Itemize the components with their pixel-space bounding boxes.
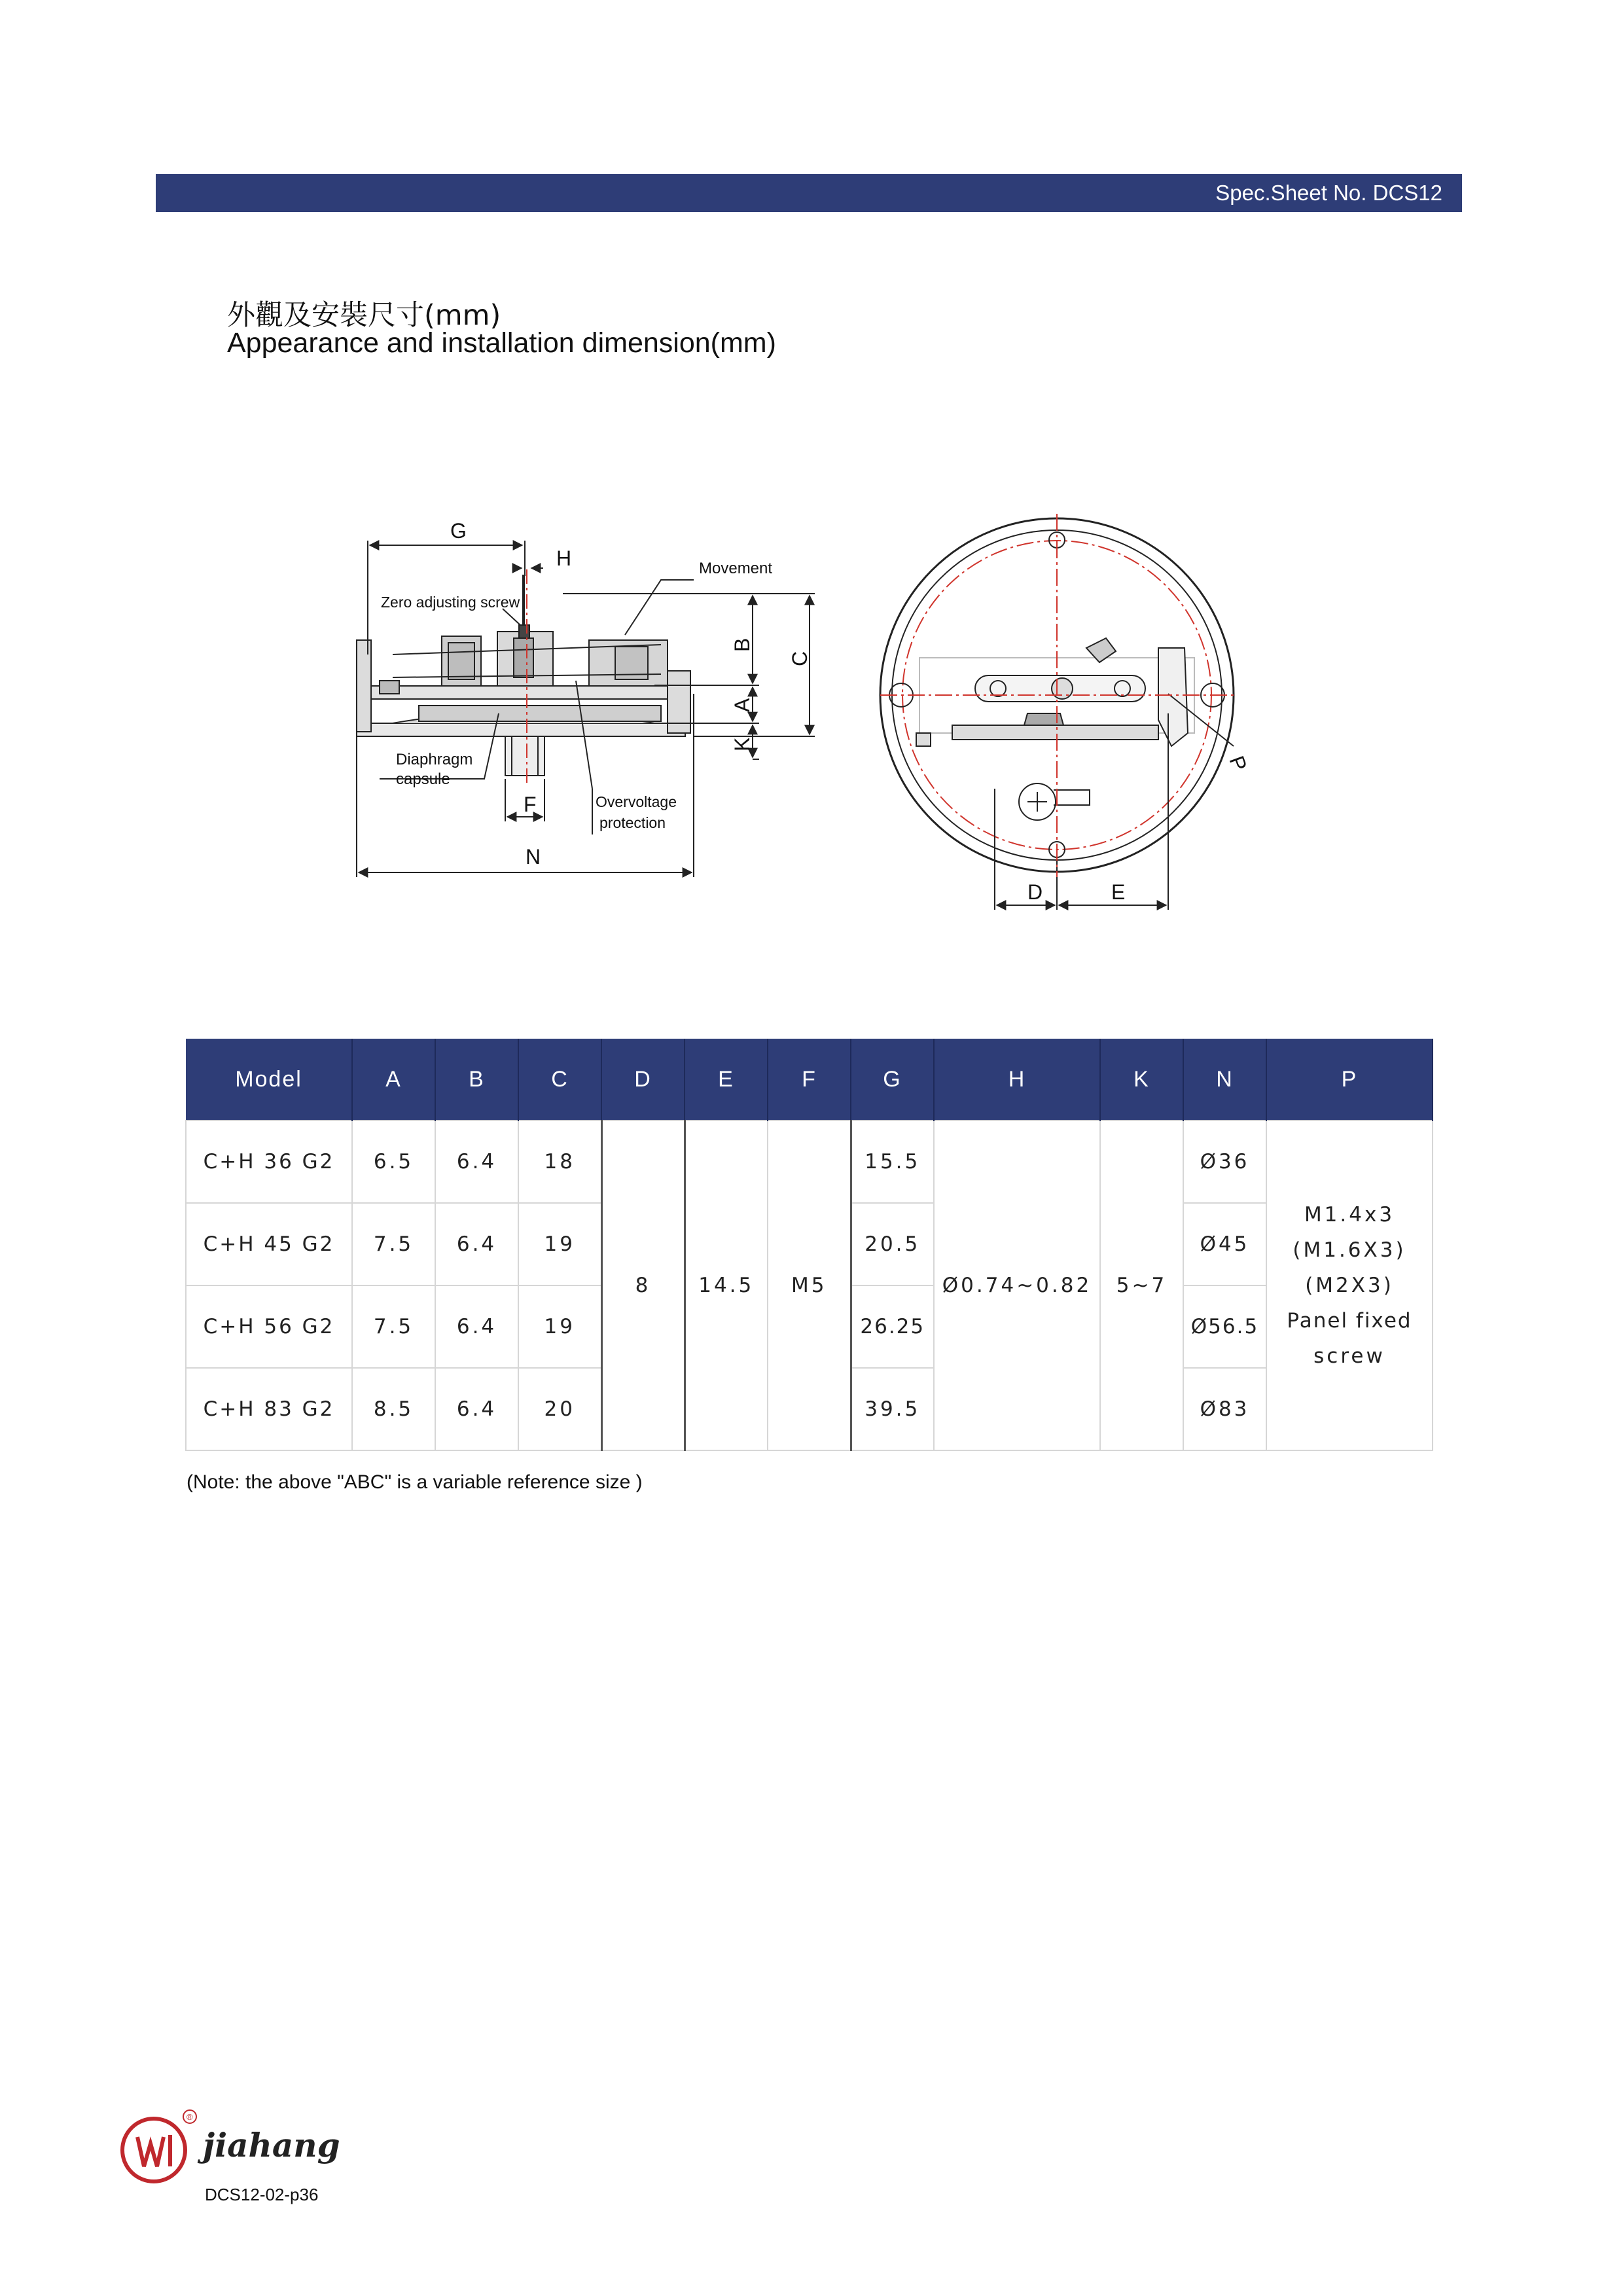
spec-table bbox=[185, 1039, 1433, 1451]
header-h: H bbox=[934, 1039, 1100, 1121]
dimension-drawing bbox=[0, 0, 1623, 982]
header-c: C bbox=[518, 1039, 601, 1121]
label-c: C bbox=[788, 651, 812, 666]
cell-p-merged bbox=[1266, 1121, 1433, 1450]
cell-f-merged: M5 bbox=[768, 1121, 851, 1450]
table-row bbox=[186, 1121, 1433, 1203]
header-model: Model bbox=[186, 1039, 352, 1121]
cell-a: 6.5 bbox=[352, 1121, 435, 1203]
cell-p-line: screw bbox=[1313, 1344, 1385, 1368]
cell-g: 26.25 bbox=[851, 1285, 934, 1368]
cell-d-merged: 8 bbox=[601, 1121, 685, 1450]
label-e: E bbox=[1111, 880, 1126, 904]
cell-model: C+H 36 G2 bbox=[186, 1121, 352, 1203]
cell-b: 6.4 bbox=[435, 1368, 518, 1450]
title-chinese: 外觀及安裝尺寸(mm) bbox=[227, 299, 501, 332]
cell-h-merged: Ø0.74~0.82 bbox=[934, 1121, 1100, 1450]
page-code: DCS12-02-p36 bbox=[205, 2185, 319, 2204]
cell-a: 8.5 bbox=[352, 1368, 435, 1450]
header-b: B bbox=[435, 1039, 518, 1121]
spec-sheet-number: Spec.Sheet No. DCS12 bbox=[1215, 181, 1442, 205]
cell-g: 39.5 bbox=[851, 1368, 934, 1450]
label-a: A bbox=[730, 698, 754, 712]
brand-name: jiahang bbox=[203, 2126, 340, 2164]
label-n: N bbox=[526, 845, 541, 869]
label-capsule: capsule bbox=[396, 770, 450, 788]
header-p: P bbox=[1266, 1039, 1433, 1121]
label-protection: protection bbox=[599, 814, 666, 831]
label-d: D bbox=[1027, 880, 1043, 904]
table-header-row bbox=[186, 1039, 1433, 1121]
label-f: F bbox=[524, 793, 537, 816]
cell-c: 20 bbox=[518, 1368, 601, 1450]
cell-b: 6.4 bbox=[435, 1203, 518, 1285]
header-n: N bbox=[1183, 1039, 1266, 1121]
cell-n: Ø83 bbox=[1183, 1368, 1266, 1450]
cell-c: 19 bbox=[518, 1203, 601, 1285]
table-note: (Note: the above "ABC" is a variable reference size ) bbox=[187, 1471, 643, 1493]
cell-n: Ø36 bbox=[1183, 1121, 1266, 1203]
cell-a: 7.5 bbox=[352, 1285, 435, 1368]
cell-p-line: Panel fixed bbox=[1287, 1309, 1412, 1333]
cell-n: Ø45 bbox=[1183, 1203, 1266, 1285]
cell-model: C+H 83 G2 bbox=[186, 1368, 352, 1450]
label-h: H bbox=[556, 547, 572, 570]
label-movement: Movement bbox=[699, 560, 773, 577]
label-k: K bbox=[730, 737, 754, 751]
header-e: E bbox=[685, 1039, 768, 1121]
label-diaphragm: Diaphragm bbox=[396, 751, 473, 768]
cell-e-merged: 14.5 bbox=[685, 1121, 768, 1450]
title-english: Appearance and installation dimension(mm) bbox=[227, 327, 776, 359]
cell-b: 6.4 bbox=[435, 1121, 518, 1203]
label-p: P bbox=[1224, 753, 1252, 774]
header-a: A bbox=[352, 1039, 435, 1121]
label-zero-adjusting-screw: Zero adjusting screw bbox=[381, 594, 520, 611]
header-f: F bbox=[768, 1039, 851, 1121]
header-g: G bbox=[851, 1039, 934, 1121]
jiahang-logo-icon bbox=[118, 2108, 203, 2186]
cell-n: Ø56.5 bbox=[1183, 1285, 1266, 1368]
cell-c: 19 bbox=[518, 1285, 601, 1368]
cell-p-line: (M1.6X3) bbox=[1293, 1238, 1406, 1262]
cell-model: C+H 56 G2 bbox=[186, 1285, 352, 1368]
registered-mark: ® bbox=[187, 2112, 193, 2122]
cell-model: C+H 45 G2 bbox=[186, 1203, 352, 1285]
label-overvoltage: Overvoltage bbox=[596, 793, 677, 810]
label-g: G bbox=[450, 519, 467, 543]
cell-p-line: (M2X3) bbox=[1305, 1274, 1394, 1297]
label-b: B bbox=[730, 637, 754, 652]
cell-p-line: M1.4x3 bbox=[1304, 1203, 1395, 1227]
cell-c: 18 bbox=[518, 1121, 601, 1203]
header-k: K bbox=[1100, 1039, 1183, 1121]
cell-g: 15.5 bbox=[851, 1121, 934, 1203]
header-d: D bbox=[601, 1039, 685, 1121]
cell-k-merged: 5~7 bbox=[1100, 1121, 1183, 1450]
cell-g: 20.5 bbox=[851, 1203, 934, 1285]
cell-a: 7.5 bbox=[352, 1203, 435, 1285]
cell-b: 6.4 bbox=[435, 1285, 518, 1368]
